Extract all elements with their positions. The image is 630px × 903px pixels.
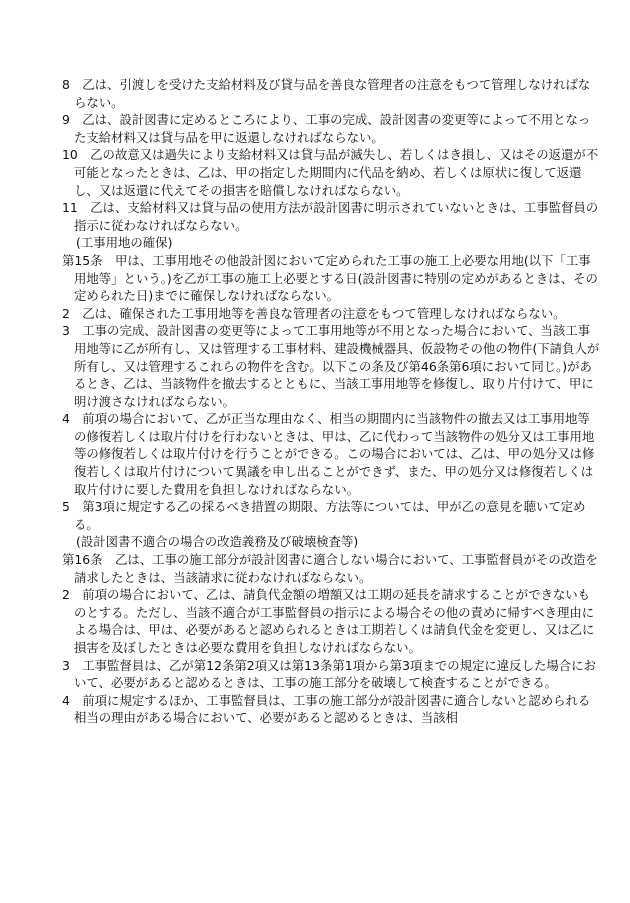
clause-paragraph: 11 乙は、支給材料又は貸与品の使用方法が設計図書に明示されていないときは、工事監督員の指示に従わなければならない。 [62,200,599,233]
clause-paragraph: 2 乙は、確保された工事用地等を善良な管理者の注意をもつて管理しなければならない。 [62,305,566,321]
clause-paragraph: 4 前項に規定するほか、工事監督員は、工事の施工部分が設計図書に適合しないと認められる相当の理由がある場合において、必要があると認めるときは、当該相 [62,692,591,726]
clause-paragraph: 9 乙は、設計図書に定めるところにより、工事の完成、設計図書の変更等によって不用となった支給材料又は貸与品を甲に返還しなければならない。 [62,112,591,145]
clause-paragraph: 10 乙の故意又は過失により支給材料又は貸与品が滅失し、若しくはき損し、又はその返還が不可能となったときは、乙は、甲の指定した期間内に代品を納め、若しくは原状に復して返還し、又は返還に代えてその損害を賠償しなければならない。 [62,147,599,198]
section-heading: (工事用地の確保) [76,235,173,251]
section-heading: (設計図書不適合の場合の改造義務及び破壊検査等) [76,534,359,550]
clause-paragraph: 3 工事の完成、設計図書の変更等によって工事用地等が不用となった場合において、当該工事用地等に乙が所有し、又は管理する工事材料、建設機械器具、仮設物その他の物件(下請負人が所有し、又は管理するこれらの物件を含む。以下この条及び第46条第6項において同じ。)があるとき、乙は、当該物件を撤去するとともに、当該工事用地等を修復し、取り片付けて、甲に明け渡さなければならない。 [62,323,600,409]
clause-paragraph: 3 工事監督員は、乙が第12条第2項又は第13条第1項から第3項までの規定に違反した場合において、必要があると認めるときは、工事の施工部分を破壊して検査することができる。 [62,657,596,691]
clause-paragraph: 2 前項の場合において、乙は、請負代金額の増額又は工期の延長を請求することができないものとする。ただし、当該不適合が工事監督員の指示による場合その他の責めに帰すべき理由による場合は、甲は、必要があると認められるときは工期若しくは請負代金を変更し、又は乙に損害を及ぼしたときは必要な費用を負担しなければならない。 [62,587,595,655]
clause-paragraph: 第15条 甲は、工事用地その他設計図において定められた工事の施工上必要な用地(以下「工事用地等」という。)を乙が工事の施工上必要とする日(設計図書に特別の定めがあるときは、その定められた日)までに確保しなければならない。 [62,252,598,304]
clause-paragraph: 8 乙は、引渡しを受けた支給材料及び貸与品を善良な管理者の注意をもつて管理しなければならない。 [62,77,591,110]
clause-paragraph: 4 前項の場合において、乙が正当な理由なく、相当の期間内に当該物件の撤去又は工事用地等の修復若しくは取片付けを行わないときは、甲は、乙に代わって当該物件の処分又は工事用地等の修復若しくは取片付けを行うことができる。この場合においては、乙は、甲の処分又は修復若しくは取片付けについて異議を申し出ることができず、また、甲の処分又は修復若しくは取片付けに要した費用を負担しなければならない。 [62,411,595,497]
clause-paragraph: 5 第3項に規定する乙の採るべき措置の期限、方法等については、甲が乙の意見を聴いて定める。 [62,499,586,532]
clause-paragraph: 第16条 乙は、工事の施工部分が設計図書に適合しない場合において、工事監督員がその改造を請求したときは、当該請求に従わなければならない。 [62,552,598,585]
document-page [62,76,602,727]
